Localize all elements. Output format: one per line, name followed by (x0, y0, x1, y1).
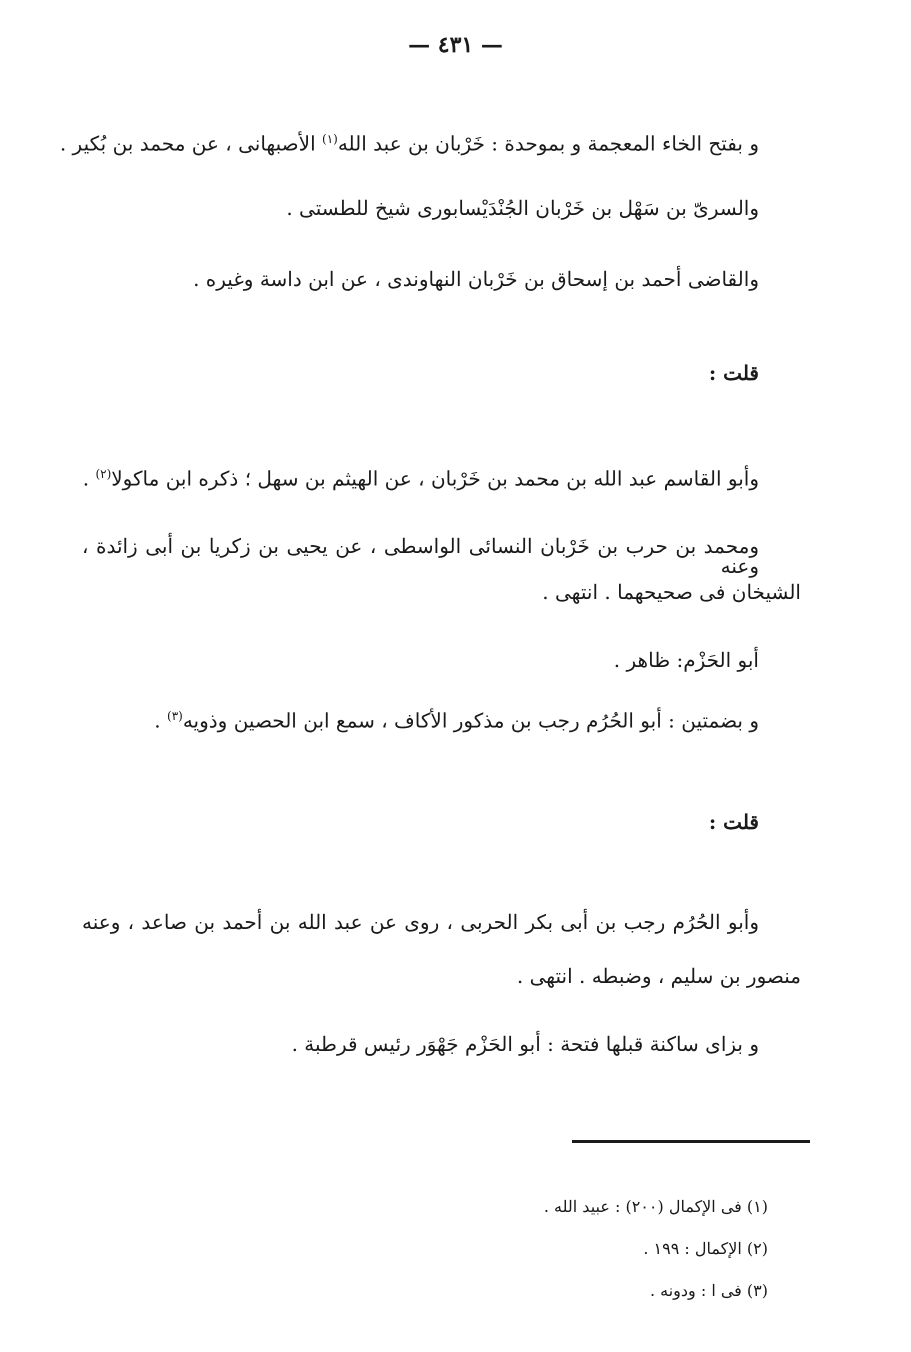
text-line-9-main: و بضمتين : أبو الحُرُم رجب بن مذكور الأكاف ، سمع ابن الحصين وذويه (182, 708, 759, 733)
text-line-6: ومحمد بن حرب بن خَرْبان النسائى الواسطى ، عن يحيى بن زكريا بن أبى زائدة ، وعنه (82, 534, 759, 578)
text-line-2: والسرىّ بن سَهْل بن خَرْبان الجُنْدَيْسابورى شيخ للطستى . (286, 196, 759, 220)
text-line-1-main: و بفتح الخاء المعجمة و بموحدة : خَرْبان بن عبد الله (337, 131, 759, 156)
page-number: — ٤٣١ — (408, 32, 503, 58)
section-heading-qult-2: قلت : (708, 810, 759, 834)
footnote-ref-3: (٣) (167, 709, 183, 723)
text-line-1-tail: الأصبهانى ، عن محمد بن بُكير . (59, 131, 322, 156)
text-line-13: و بزاى ساكنة قبلها فتحة : أبو الحَزْم جَهْوَر رئيس قرطبة . (291, 1032, 759, 1056)
footnote-divider (572, 1140, 810, 1143)
footnote-ref-2: (٢) (95, 467, 112, 481)
footnote-3: (٣) فى ا : ودونه . (649, 1281, 768, 1300)
text-line-5-tail: . (82, 466, 96, 491)
text-line-5 (83, 468, 759, 489)
footnote-2: (٢) الإكمال : ١٩٩ . (643, 1239, 768, 1258)
section-heading-qult-1: قلت : (708, 361, 759, 385)
text-line-3: والقاضى أحمد بن إسحاق بن خَرْبان النهاوندى ، عن ابن داسة وغيره . (193, 267, 759, 291)
text-line-5-main: وأبو القاسم عبد الله بن محمد بن خَرْبان ، عن الهيثم بن سهل ؛ ذكره ابن ماكولا (111, 466, 759, 491)
text-line-12: منصور بن سليم ، وضبطه . انتهى . (516, 964, 801, 988)
text-line-9-tail: . (154, 708, 167, 733)
text-line-11: وأبو الحُرُم رجب بن أبى بكر الحربى ، روى عن عبد الله بن أحمد بن صاعد ، وعنه (82, 910, 759, 934)
text-line-8: أبو الحَزْم: ظاهر . (613, 648, 759, 672)
text-line-1 (60, 133, 759, 154)
text-line-9 (154, 710, 759, 731)
footnote-1: (١) فى الإكمال (٢٠٠) : عبيد الله . (543, 1197, 768, 1216)
footnote-ref-1: (١) (322, 132, 338, 146)
text-line-7: الشيخان فى صحيحهما . انتهى . (542, 580, 801, 604)
